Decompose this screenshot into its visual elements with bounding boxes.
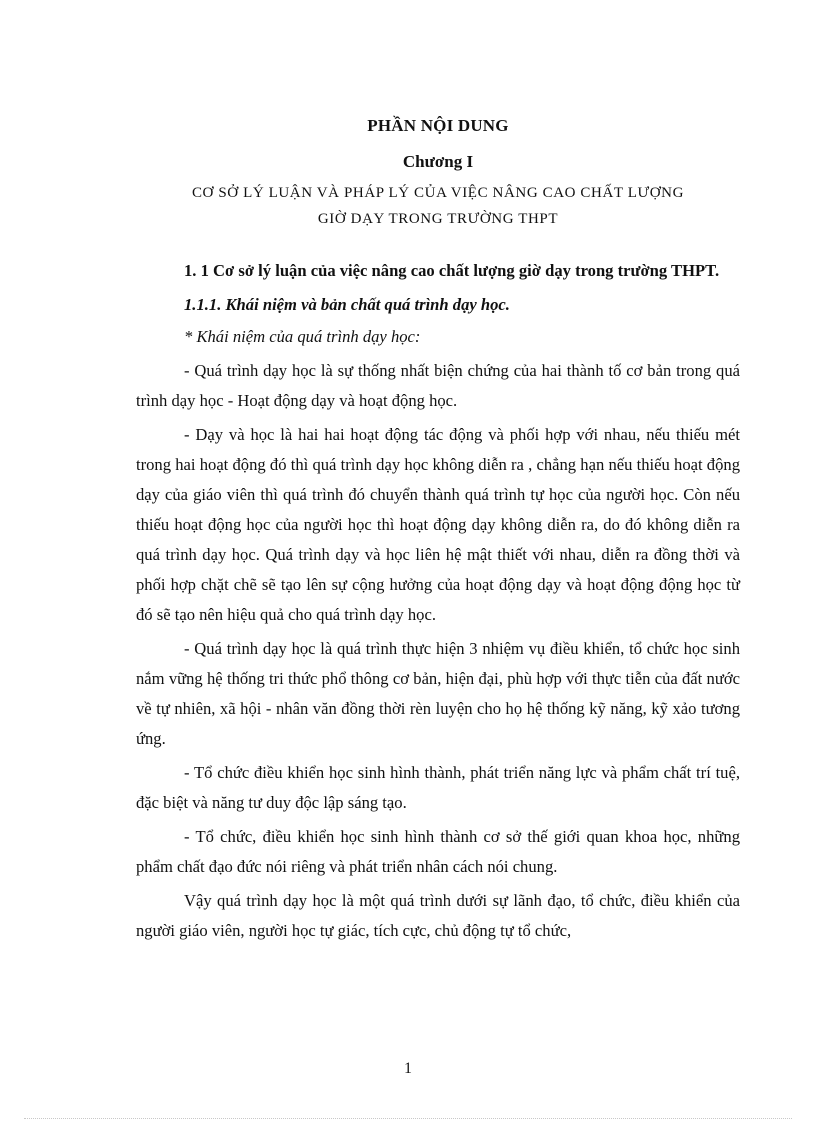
chapter-subtitle-line-2: GIỜ DẠY TRONG TRƯỜNG THPT [317,211,559,227]
paragraph-2: - Dạy và học là hai hai hoạt động tác động và phối hợp với nhau, nếu thiếu mét trong hai hoạt động đó thì quá trình dạy học không diễn ra , chẳng hạn nếu thiếu hoạt động dạy của giáo viên thì quá trình đó chuyển thành quá trình tự học của người học. Còn nếu thiếu hoạt động học của người học thì hoạt động dạy không diễn ra, do đó không diễn ra quá trình dạy học. Quá trình dạy và học liên hệ mật thiết với nhau, diễn ra đồng thời và phối hợp chặt chẽ sẽ tạo lên sự cộng hưởng của hoạt động dạy và hoạt động động học từ đó sẽ tạo nên hiệu quả cho quá trình dạy học. [136,425,740,624]
paragraph-5: - Tổ chức, điều khiển học sinh hình thành cơ sở thế giới quan khoa học, những phẩm chất đạo đức nói riêng và phát triển nhân cách nói chung. [136,827,740,876]
chapter-title: Chương I [402,152,474,171]
concept-label: * Khái niệm của quá trình dạy học: [184,327,421,346]
page-number: 1 [404,1060,412,1077]
subsection-heading: 1.1.1. Khái niệm và bản chất quá trình dạy học. [184,295,510,314]
paragraph-4: - Tổ chức điều khiển học sinh hình thành, phát triển năng lực và phẩm chất trí tuệ, đặc biệt và năng tư duy độc lập sáng tạo. [136,763,740,812]
chapter-subtitle-line-1: CƠ SỞ LÝ LUẬN VÀ PHÁP LÝ CỦA VIỆC NÂNG CAO CHẤT LƯỢNG [191,185,685,201]
part-title: PHẦN NỘI DUNG [367,116,509,135]
page-bottom-divider [24,1118,792,1119]
section-heading: 1. 1 Cơ sở lý luận của việc nâng cao chất lượng giờ dạy trong trường THPT. [184,261,720,280]
paragraph-1: - Quá trình dạy học là sự thống nhất biện chứng của hai thành tố cơ bản trong quá trình dạy học - Hoạt động dạy và hoạt động học. [136,361,740,410]
paragraph-3: - Quá trình dạy học là quá trình thực hiện 3 nhiệm vụ điều khiển, tổ chức học sinh nắm vững hệ thống tri thức phổ thông cơ bản, hiện đại, phù hợp với thực tiễn của đất nước về tự nhiên, xã hội - nhân văn đồng thời rèn luyện cho họ hệ thống kỹ năng, kỹ xảo tương ứng. [136,639,740,748]
page-content [136,116,740,950]
paragraph-6: Vậy quá trình dạy học là một quá trình dưới sự lãnh đạo, tổ chức, điều khiển của người giáo viên, người học tự giác, tích cực, chủ động tự tổ chức, [136,891,740,940]
